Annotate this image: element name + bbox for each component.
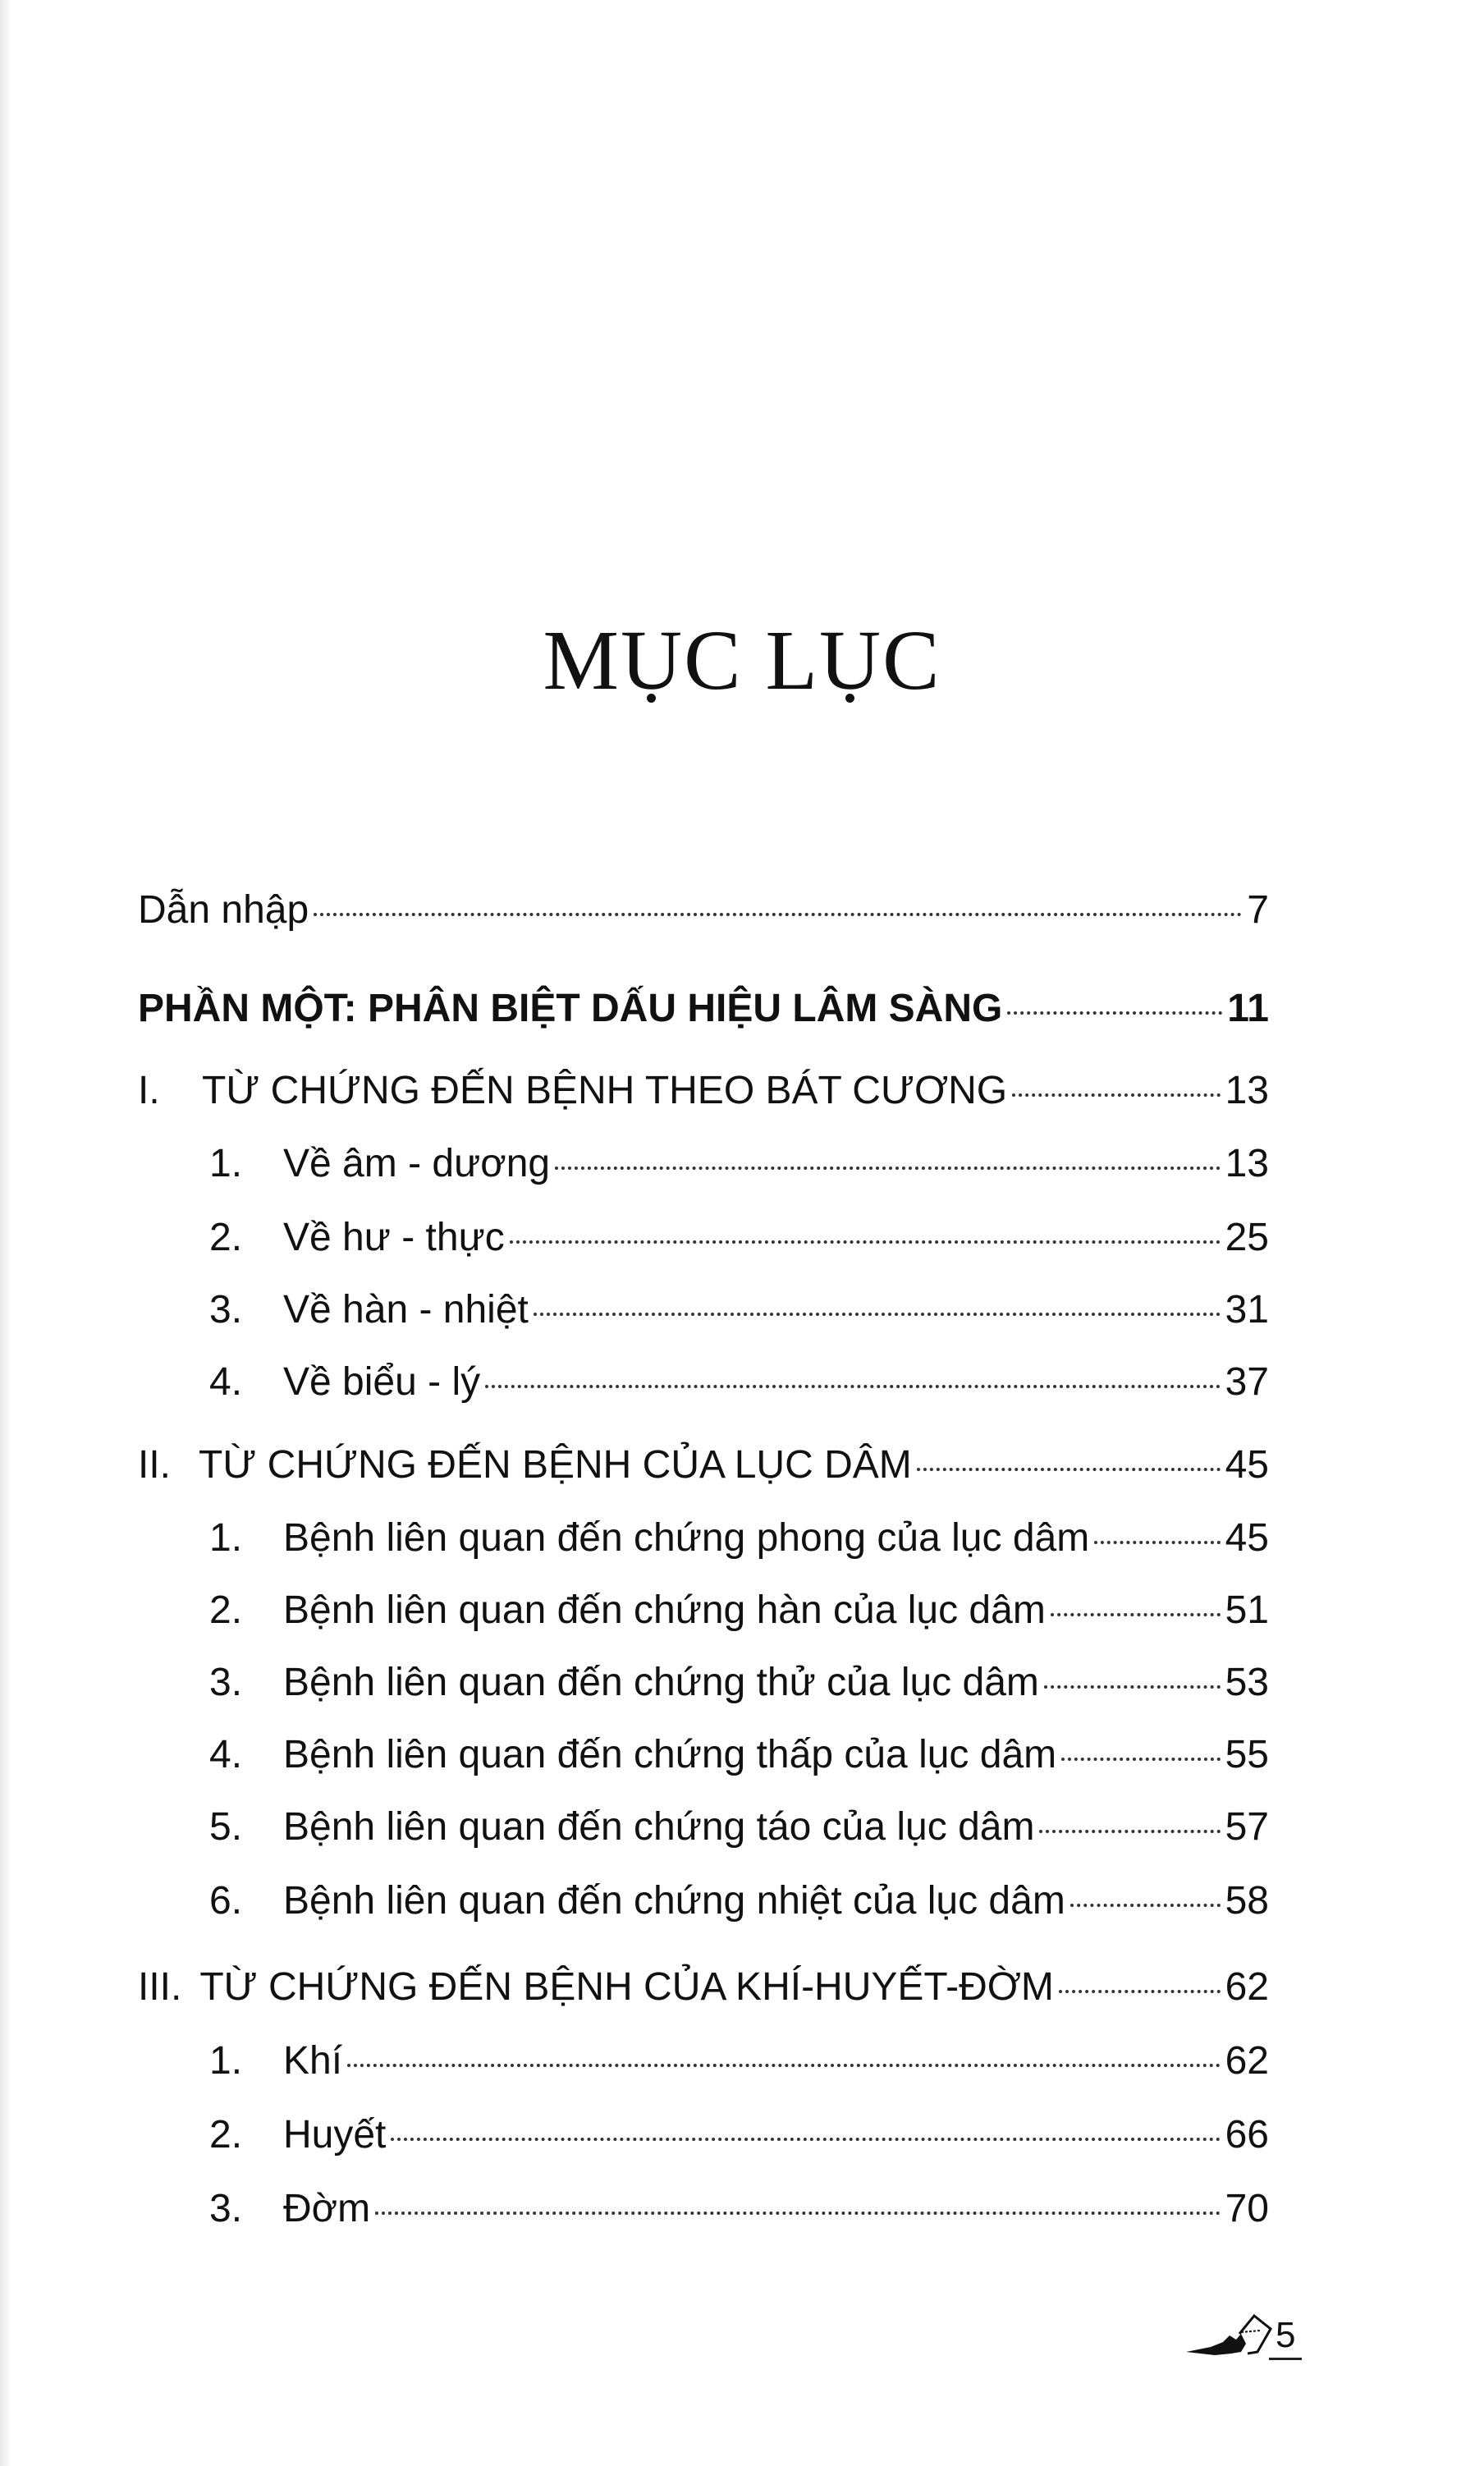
toc-entry-title: Bệnh liên quan đến chứng thấp của lục dâm <box>283 1733 1057 1776</box>
toc-entry[interactable] <box>209 2184 1269 2235</box>
dot-leader <box>555 1167 1221 1170</box>
toc-entry-title: TỪ CHỨNG ĐẾN BỆNH CỦA LỤC DÂM <box>199 1443 912 1487</box>
toc-entry-title: Về hàn - nhiệt <box>283 1288 529 1332</box>
toc-entry-title: TỪ CHỨNG ĐẾN BỆNH CỦA KHÍ-HUYẾT-ĐỜM <box>199 1965 1054 2009</box>
toc-entry-page: 45 <box>1225 1443 1269 1487</box>
toc-entry-number: 3. <box>209 1661 243 1704</box>
toc-entry-title: Bệnh liên quan đến chứng phong của lục dâm <box>283 1516 1090 1560</box>
toc-entry-page: 13 <box>1225 1069 1269 1112</box>
dot-leader <box>534 1313 1221 1316</box>
toc-entry[interactable] <box>138 983 1269 1034</box>
toc-entry-number: 6. <box>209 1879 243 1923</box>
dot-leader <box>485 1385 1220 1388</box>
dot-leader <box>1044 1685 1221 1689</box>
toc-entry[interactable] <box>138 885 1269 936</box>
dot-leader <box>917 1468 1221 1471</box>
toc-entry-page: 55 <box>1225 1733 1269 1776</box>
toc-entry[interactable] <box>209 1585 1269 1636</box>
toc-entry-number: 3. <box>209 2187 243 2230</box>
toc-entry-title: Về biểu - lý <box>283 1360 481 1404</box>
toc-entry[interactable] <box>209 1802 1269 1853</box>
toc-entry-page: 37 <box>1225 1360 1269 1404</box>
toc-entry-number: 2. <box>209 2113 243 2157</box>
dot-leader <box>375 2212 1220 2215</box>
dot-leader <box>1094 1541 1220 1544</box>
page-number: 5 <box>1269 2315 1302 2360</box>
toc-entry-title: Về âm - dương <box>283 1142 551 1185</box>
toc-entry-title: Bệnh liên quan đến chứng thử của lục dâm <box>283 1661 1039 1704</box>
toc-entry-page: 62 <box>1225 2039 1269 2083</box>
dot-leader <box>1012 1093 1220 1097</box>
dot-leader <box>347 2064 1221 2067</box>
toc-entry-title: Huyết <box>283 2113 387 2157</box>
toc-entry-number: 1. <box>209 1516 243 1560</box>
toc-entry-number: 4. <box>209 1360 243 1404</box>
toc-entry[interactable] <box>209 1357 1269 1408</box>
toc-entry-title: PHẦN MỘT: PHÂN BIỆT DẤU HIỆU LÂM SÀNG <box>138 987 1003 1030</box>
toc-entry-page: 62 <box>1225 1965 1269 2009</box>
toc-entry-page: 66 <box>1225 2113 1269 2157</box>
flourish-icon <box>1182 2311 1272 2360</box>
toc-entry-number: 1. <box>209 2039 243 2083</box>
dot-leader <box>1007 1011 1222 1015</box>
toc-entry[interactable] <box>209 2110 1269 2161</box>
toc-entry[interactable] <box>209 2036 1269 2087</box>
toc-entry-title: Bệnh liên quan đến chứng nhiệt của lục dâm <box>283 1879 1065 1923</box>
toc-entry-number: 2. <box>209 1216 243 1259</box>
toc-entry-title: TỪ CHỨNG ĐẾN BỆNH THEO BÁT CƯƠNG <box>202 1069 1008 1112</box>
toc-entry-title: Khí <box>283 2039 343 2083</box>
toc-entry-number: 1. <box>209 1142 243 1185</box>
toc-entry-page: 11 <box>1227 987 1269 1030</box>
toc-entry-page: 58 <box>1225 1879 1269 1923</box>
toc-entry[interactable] <box>138 1066 1269 1116</box>
toc-entry-number: 4. <box>209 1733 243 1776</box>
toc-entry-page: 70 <box>1225 2187 1269 2230</box>
toc-entry-number: III. <box>138 1965 182 2009</box>
toc-entry-page: 7 <box>1247 888 1269 932</box>
dot-leader <box>1061 1758 1220 1761</box>
toc-entry[interactable] <box>209 1212 1269 1263</box>
toc-entry-title: Bệnh liên quan đến chứng táo của lục dâm <box>283 1805 1035 1849</box>
toc-entry-number: 5. <box>209 1805 243 1849</box>
toc-entry[interactable] <box>209 1513 1269 1564</box>
toc-entry-page: 53 <box>1225 1661 1269 1704</box>
page-edge-shadow <box>0 0 11 2466</box>
toc-entry[interactable] <box>209 1657 1269 1708</box>
toc-entry[interactable] <box>209 1730 1269 1781</box>
toc-entry-page: 31 <box>1225 1288 1269 1332</box>
toc-entry-page: 13 <box>1225 1142 1269 1185</box>
toc-entry[interactable] <box>138 1962 1269 2013</box>
toc-entry-title: Đờm <box>283 2187 371 2230</box>
toc-entry-page: 45 <box>1225 1516 1269 1560</box>
page-title: MỤC LỤC <box>543 613 941 708</box>
toc-entry-number: II. <box>138 1443 172 1487</box>
toc-entry-number: 3. <box>209 1288 243 1332</box>
toc-entry[interactable] <box>138 1440 1269 1491</box>
toc-entry-page: 51 <box>1225 1588 1269 1632</box>
toc-entry-page: 25 <box>1225 1216 1269 1259</box>
toc-entry-page: 57 <box>1225 1805 1269 1849</box>
toc-entry-number: 2. <box>209 1588 243 1632</box>
dot-leader <box>391 2138 1220 2141</box>
toc-entry[interactable] <box>209 1876 1269 1927</box>
dot-leader <box>314 913 1242 916</box>
dot-leader <box>510 1240 1221 1244</box>
dot-leader <box>1070 1904 1221 1907</box>
toc-entry-title: Về hư - thực <box>283 1216 505 1259</box>
dot-leader <box>1051 1613 1221 1616</box>
page-folio <box>1182 2311 1302 2360</box>
toc-entry[interactable] <box>209 1285 1269 1336</box>
dot-leader <box>1059 1990 1221 1993</box>
toc-entry-title: Bệnh liên quan đến chứng hàn của lục dâm <box>283 1588 1046 1632</box>
toc-entry-number: I. <box>138 1069 160 1112</box>
toc-entry-title: Dẫn nhập <box>138 888 309 932</box>
toc-entry[interactable] <box>209 1139 1269 1189</box>
dot-leader <box>1039 1830 1220 1833</box>
